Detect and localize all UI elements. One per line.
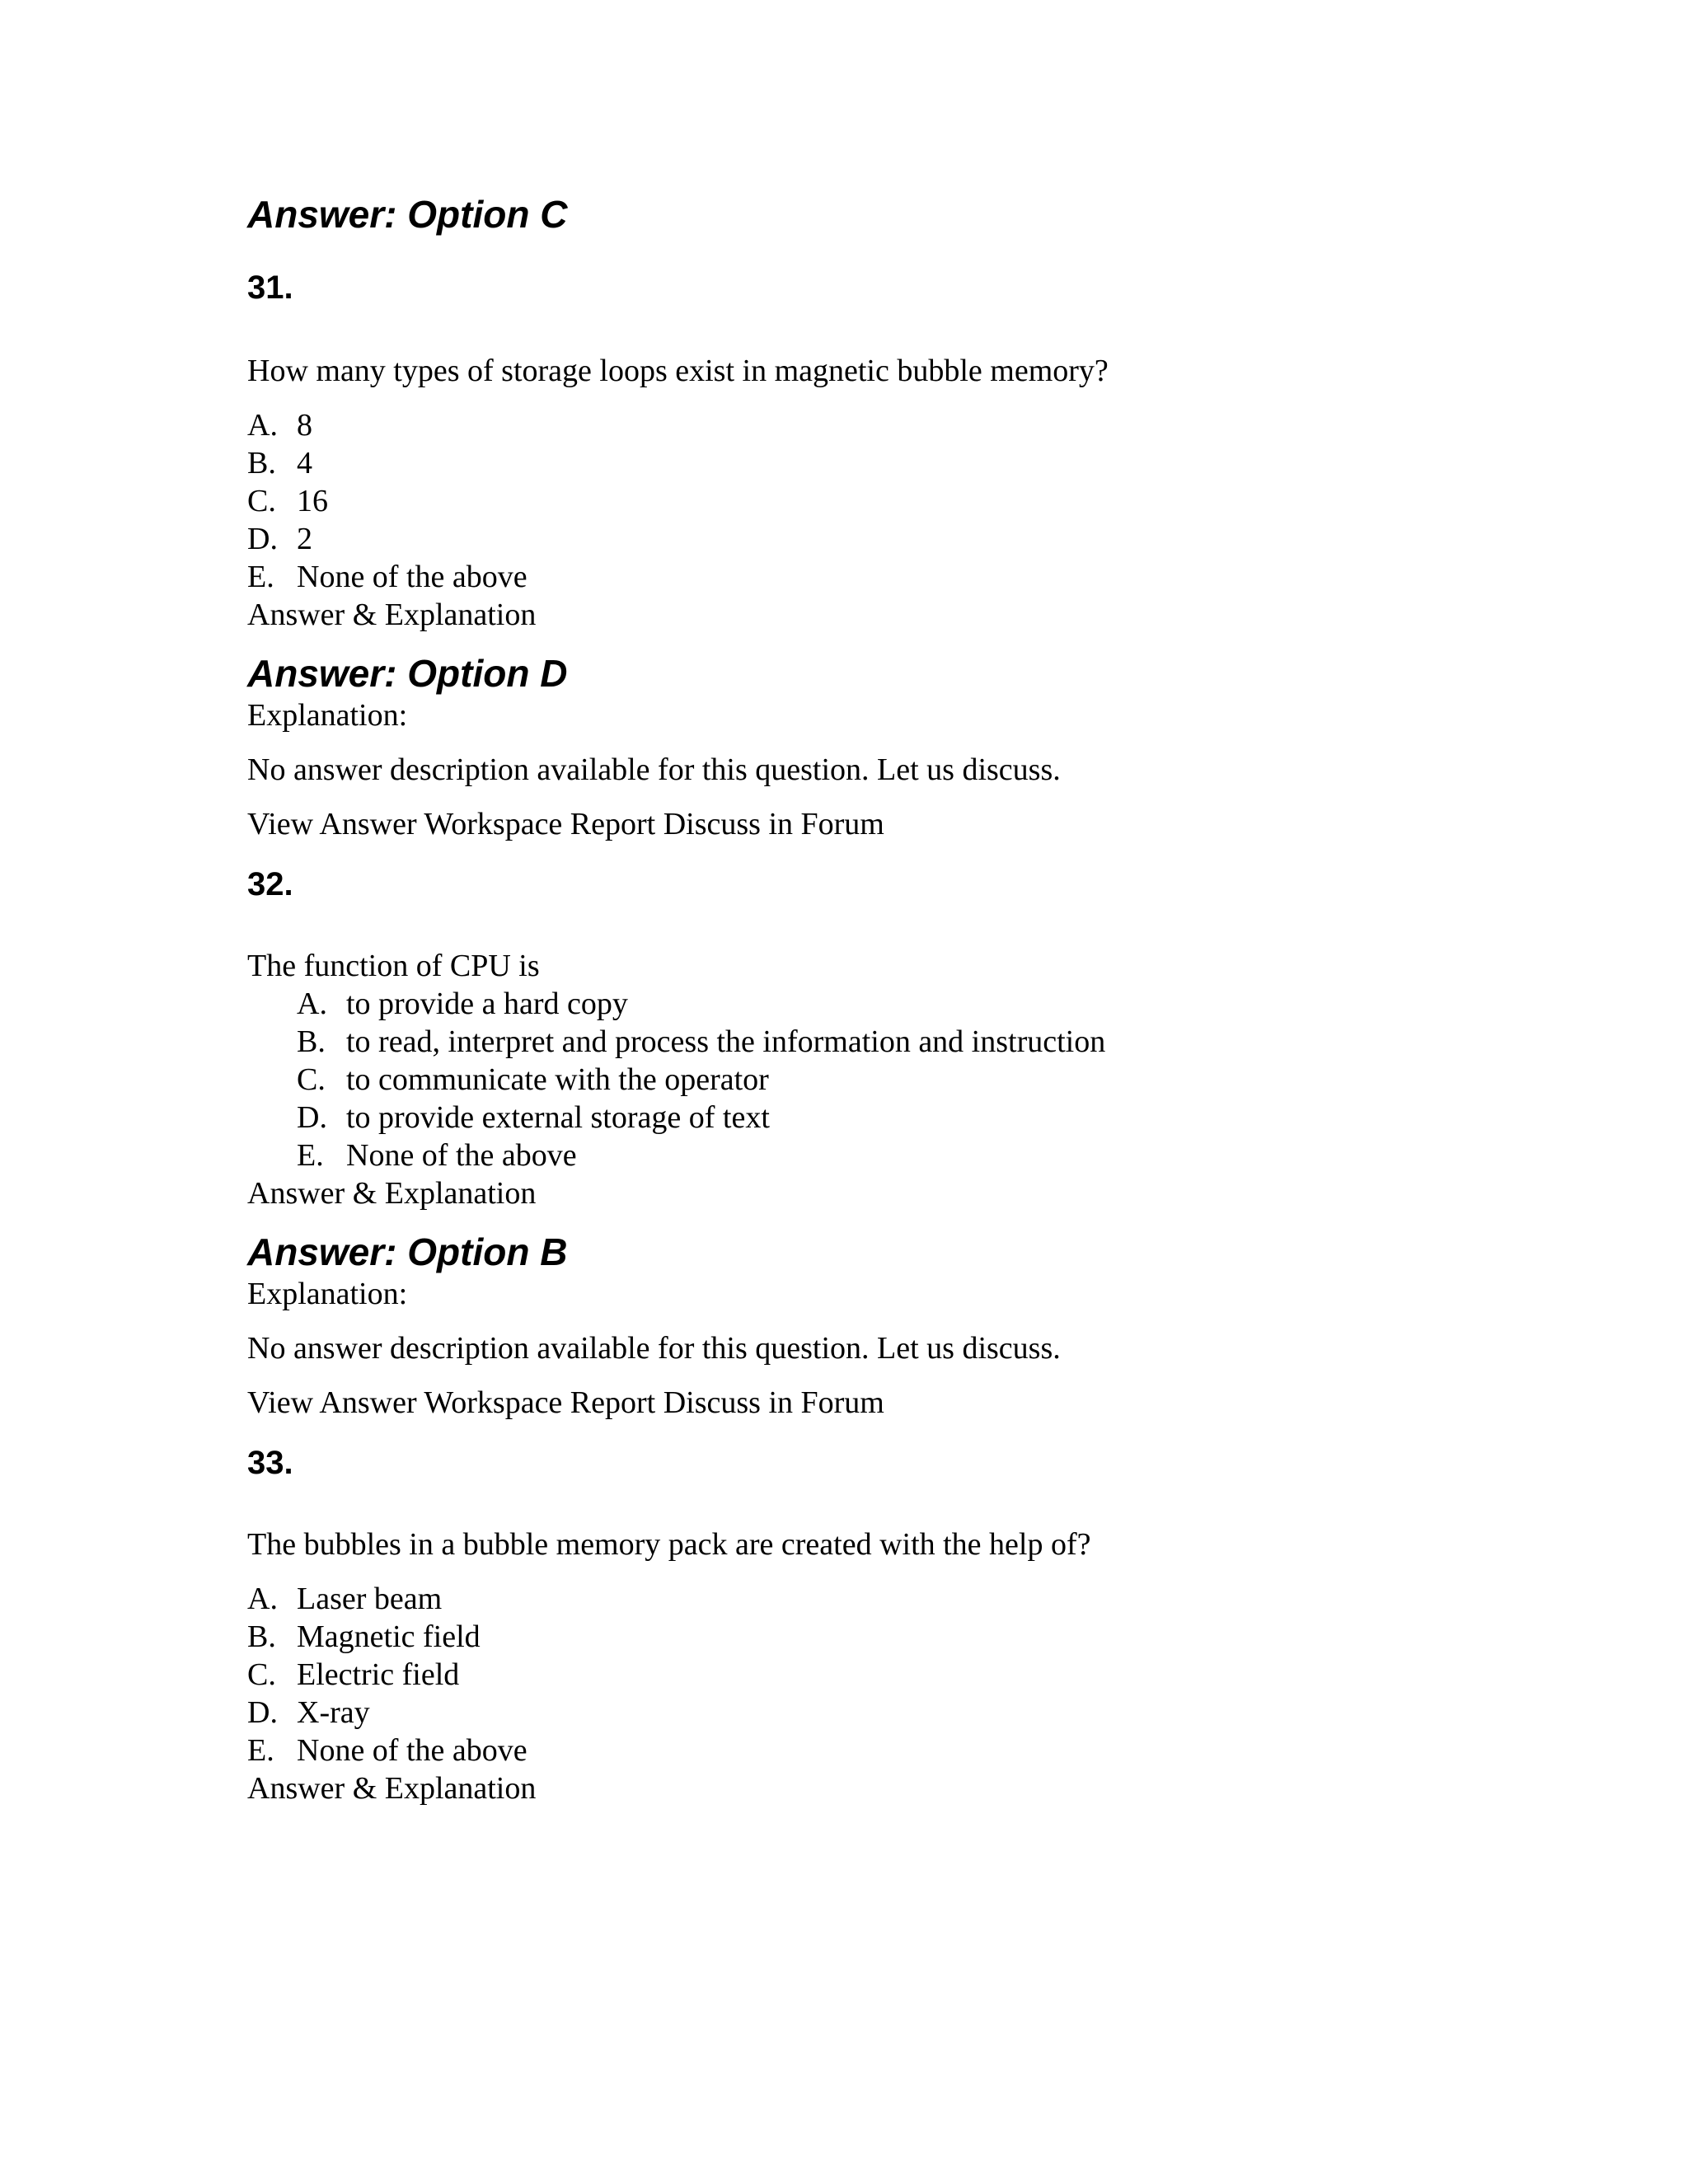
option-letter: D. — [247, 1695, 278, 1730]
option-32-e[interactable] — [297, 1137, 1566, 1174]
option-33-d[interactable] — [247, 1694, 1566, 1732]
option-text: Electric field — [297, 1657, 460, 1692]
answer-explanation-link-33[interactable]: Answer & Explanation — [247, 1771, 537, 1806]
option-text: None of the above — [297, 1733, 528, 1768]
option-letter: A. — [297, 987, 327, 1021]
option-32-b[interactable] — [297, 1023, 1566, 1061]
option-text: 2 — [297, 522, 312, 556]
option-31-e[interactable] — [247, 558, 1566, 596]
option-33-b[interactable] — [247, 1618, 1566, 1656]
answer-q32: Answer: Option B — [247, 1230, 568, 1273]
option-32-c[interactable] — [297, 1061, 1566, 1099]
option-33-c[interactable] — [247, 1656, 1566, 1694]
option-text: X-ray — [297, 1695, 370, 1730]
question-text-33: The bubbles in a bubble memory pack are created with the help of? — [247, 1527, 1091, 1562]
option-33-a[interactable] — [247, 1580, 1566, 1618]
answer-explanation-link-32[interactable]: Answer & Explanation — [247, 1176, 537, 1211]
option-31-d[interactable] — [247, 520, 1566, 558]
option-letter: D. — [297, 1100, 327, 1135]
option-letter: A. — [247, 408, 278, 443]
option-text: to provide external storage of text — [346, 1100, 770, 1135]
option-letter: C. — [247, 1657, 276, 1692]
option-31-c[interactable] — [247, 482, 1566, 520]
options-list-33 — [247, 1580, 1566, 1769]
answer-q31: Answer: Option D — [247, 652, 568, 695]
explanation-text-32: No answer description available for this question. Let us discuss. — [247, 1331, 1061, 1366]
options-list-32 — [247, 985, 1566, 1174]
page-content — [247, 191, 1566, 1807]
option-text: to read, interpret and process the information and instruction — [346, 1024, 1106, 1059]
option-letter: C. — [247, 484, 276, 518]
option-text: 16 — [297, 484, 328, 518]
question-number-32: 32. — [247, 866, 293, 902]
option-text: None of the above — [346, 1138, 577, 1173]
question-number-31: 31. — [247, 269, 293, 306]
answer-q30: Answer: Option C — [247, 193, 568, 236]
option-letter: C. — [297, 1062, 326, 1097]
option-33-e[interactable] — [247, 1732, 1566, 1769]
explanation-text-31: No answer description available for this question. Let us discuss. — [247, 752, 1061, 787]
option-letter: E. — [297, 1138, 324, 1173]
action-links-32[interactable]: View Answer Workspace Report Discuss in Forum — [247, 1385, 884, 1420]
question-text-31: How many types of storage loops exist in magnetic bubble memory? — [247, 354, 1109, 388]
action-links-31[interactable]: View Answer Workspace Report Discuss in Forum — [247, 807, 884, 841]
option-text: to communicate with the operator — [346, 1062, 769, 1097]
option-31-b[interactable] — [247, 444, 1566, 482]
option-letter: B. — [247, 1619, 276, 1654]
option-text: None of the above — [297, 560, 528, 594]
option-text: 4 — [297, 446, 312, 480]
option-letter: B. — [247, 446, 276, 480]
answer-explanation-link-31[interactable]: Answer & Explanation — [247, 598, 537, 632]
question-number-33: 33. — [247, 1445, 293, 1481]
option-31-a[interactable] — [247, 406, 1566, 444]
option-32-a[interactable] — [297, 985, 1566, 1023]
option-letter: A. — [247, 1582, 278, 1616]
option-text: 8 — [297, 408, 312, 443]
option-text: Laser beam — [297, 1582, 443, 1616]
option-32-d[interactable] — [297, 1099, 1566, 1137]
option-letter: E. — [247, 560, 274, 594]
option-text: to provide a hard copy — [346, 987, 628, 1021]
question-text-32: The function of CPU is — [247, 949, 540, 983]
option-letter: B. — [297, 1024, 326, 1059]
explanation-label-31: Explanation: — [247, 698, 408, 733]
option-letter: D. — [247, 522, 278, 556]
options-list-31 — [247, 406, 1566, 596]
option-text: Magnetic field — [297, 1619, 481, 1654]
explanation-label-32: Explanation: — [247, 1277, 408, 1311]
option-letter: E. — [247, 1733, 274, 1768]
